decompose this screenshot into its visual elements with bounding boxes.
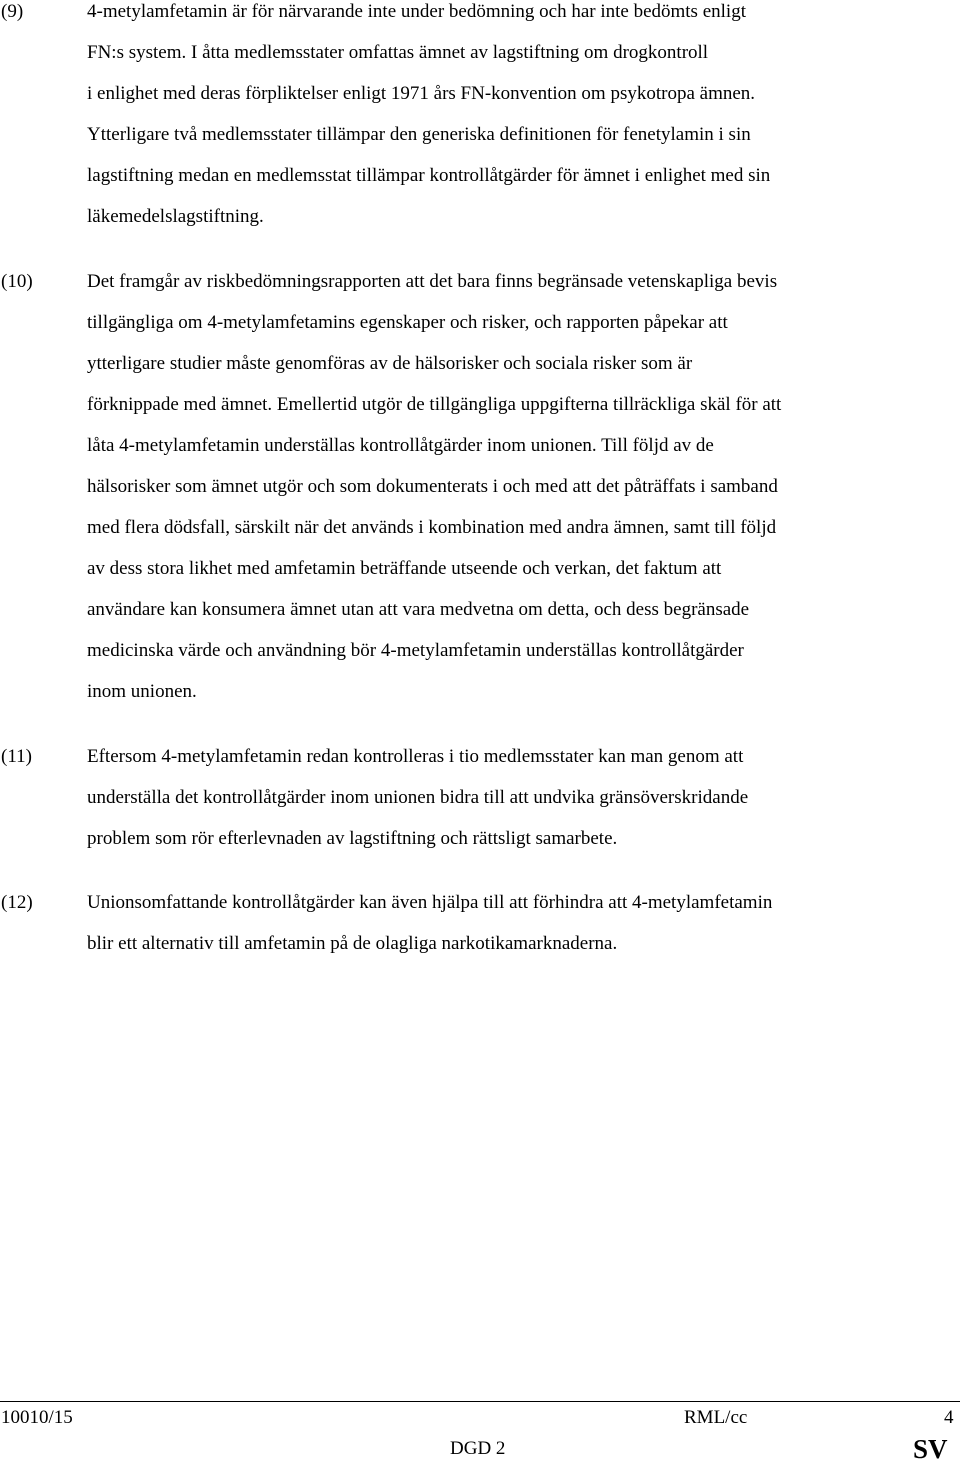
paragraph-text [87, 736, 960, 859]
footer-divider [0, 1401, 960, 1402]
paragraph-9 [0, 0, 960, 237]
paragraph-number: (12) [1, 892, 33, 913]
text-line: hälsorisker som ämnet utgör och som dokumenterats i och med att det påträffats i samband [87, 476, 778, 497]
paragraph-number: (11) [1, 746, 32, 767]
footer-department: DGD 2 [450, 1438, 506, 1459]
text-line: förknippade med ämnet. Emellertid utgör de tillgängliga uppgifterna tillräckliga skäl för att [87, 394, 782, 415]
text-line: av dess stora likhet med amfetamin beträffande utseende och verkan, det faktum att [87, 558, 722, 579]
paragraph-11 [0, 736, 960, 859]
text-line: problem som rör efterlevnaden av lagstiftning och rättsligt samarbete. [87, 828, 618, 849]
text-line: inom unionen. [87, 681, 197, 702]
text-line: tillgängliga om 4-metylamfetamins egenskaper och risker, och rapporten påpekar att [87, 312, 728, 333]
text-line: Ytterligare två medlemsstater tillämpar den generiska definitionen för fenetylamin i sin [87, 124, 751, 145]
text-line: blir ett alternativ till amfetamin på de olagliga narkotikamarknaderna. [87, 933, 618, 954]
text-line: användare kan konsumera ämnet utan att vara medvetna om detta, och dess begränsade [87, 599, 750, 620]
text-line: FN:s system. I åtta medlemsstater omfattas ämnet av lagstiftning om drogkontroll [87, 42, 709, 63]
paragraph-10 [0, 261, 960, 712]
paragraph-text [87, 0, 960, 237]
text-line: underställa det kontrollåtgärder inom unionen bidra till att undvika gränsöverskridande [87, 787, 749, 808]
text-line: ytterligare studier måste genomföras av de hälsorisker och sociala risker som är [87, 353, 693, 374]
paragraph-text [87, 261, 960, 712]
text-line: med flera dödsfall, särskilt när det används i kombination med andra ämnen, samt till följd [87, 517, 777, 538]
footer-page-number: 4 [944, 1407, 954, 1428]
paragraph-number: (9) [1, 1, 24, 22]
text-line: låta 4-metylamfetamin underställas kontrollåtgärder inom unionen. Till följd av de [87, 435, 714, 456]
text-line: Unionsomfattande kontrollåtgärder kan även hjälpa till att förhindra att 4-metylamfetamin [87, 892, 773, 913]
text-line: lagstiftning medan en medlemsstat tillämpar kontrollåtgärder för ämnet i enlighet med sin [87, 165, 771, 186]
text-line: medicinska värde och användning bör 4-metylamfetamin underställas kontrollåtgärder [87, 640, 744, 661]
text-line: Eftersom 4-metylamfetamin redan kontrolleras i tio medlemsstater kan man genom att [87, 746, 744, 767]
paragraph-text [87, 882, 960, 964]
text-line: Det framgår av riskbedömningsrapporten att det bara finns begränsade vetenskapliga bevis [87, 271, 778, 292]
text-line: läkemedelslagstiftning. [87, 206, 264, 227]
footer-doc-ref: 10010/15 [1, 1407, 73, 1428]
footer-author-code: RML/cc [684, 1407, 748, 1428]
paragraph-12 [0, 882, 960, 964]
paragraph-number: (10) [1, 271, 33, 292]
text-line: i enlighet med deras förpliktelser enligt 1971 års FN-konvention om psykotropa ämnen. [87, 83, 756, 104]
footer-language-code: SV [913, 1434, 948, 1464]
text-line: 4-metylamfetamin är för närvarande inte under bedömning och har inte bedömts enligt [87, 1, 746, 22]
